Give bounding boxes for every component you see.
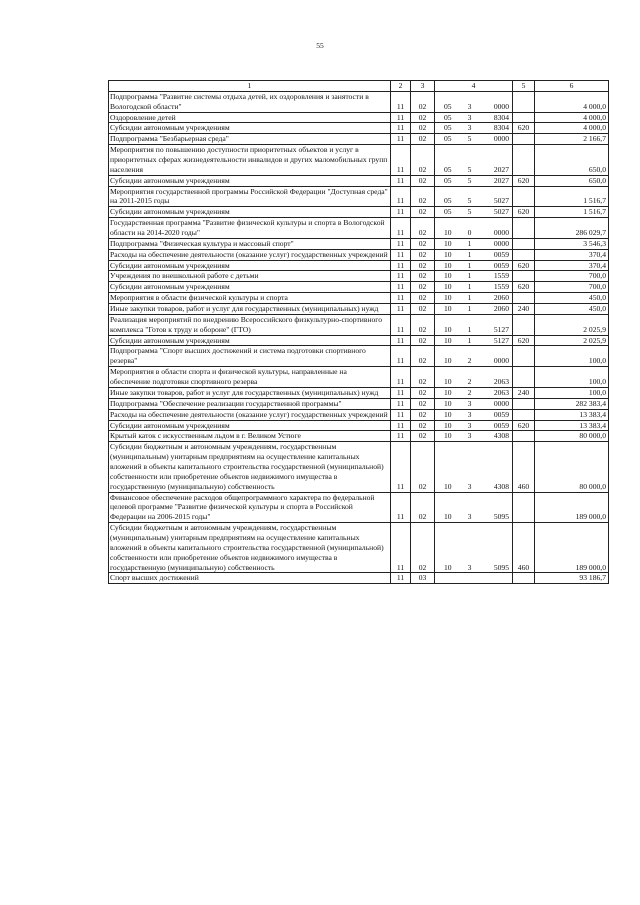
table-row: [109, 335, 609, 346]
row-expense-type-cell: [513, 573, 535, 584]
column-header: 4: [435, 81, 513, 92]
row-amount-cell: 2 025,9: [535, 314, 609, 335]
row-subsection-cell: 02: [411, 249, 435, 260]
row-expense-type-cell: 240: [513, 304, 535, 315]
row-expense-type-cell: [513, 398, 535, 409]
target-program-code: 10: [444, 431, 452, 441]
row-expense-type-cell: [513, 492, 535, 523]
row-amount-cell: 650,0: [535, 145, 609, 176]
row-subsection-cell: 02: [411, 335, 435, 346]
row-expense-type-cell: [513, 134, 535, 145]
target-direction-code: 8304: [493, 112, 509, 122]
row-target-article-cell: [435, 431, 513, 442]
row-name-cell: Субсидии автономным учреждениям: [109, 175, 391, 186]
row-name-cell: Мероприятия государственной программы Российской Федерации "Доступная среда" на 2011-2015 годы: [109, 186, 391, 207]
target-program-code: 10: [444, 282, 452, 292]
row-subsection-cell: 02: [411, 431, 435, 442]
row-target-article-cell: [435, 271, 513, 282]
target-program-code: 05: [444, 134, 452, 144]
row-subsection-cell: 02: [411, 367, 435, 388]
row-name-cell: Субсидии автономным учреждениям: [109, 123, 391, 134]
row-target-article-cell: [435, 260, 513, 271]
row-name-cell: Оздоровление детей: [109, 112, 391, 123]
target-direction-code: 5127: [493, 324, 509, 334]
row-amount-cell: 4 000,0: [535, 112, 609, 123]
row-code-cell: 11: [391, 346, 411, 367]
row-code-cell: 11: [391, 207, 411, 218]
row-code-cell: 11: [391, 573, 411, 584]
row-amount-cell: 1 516,7: [535, 207, 609, 218]
table-row: [109, 431, 609, 442]
target-direction-code: 0000: [493, 398, 509, 408]
row-expense-type-cell: 620: [513, 282, 535, 293]
table-row: [109, 207, 609, 218]
target-subprogram-code: 5: [467, 134, 472, 144]
column-header: 1: [109, 81, 391, 92]
table-row: [109, 304, 609, 315]
row-code-cell: 11: [391, 314, 411, 335]
row-amount-cell: 3 546,3: [535, 238, 609, 249]
row-amount-cell: 100,0: [535, 387, 609, 398]
row-subsection-cell: 02: [411, 186, 435, 207]
target-subprogram-code: 3: [467, 409, 472, 419]
row-subsection-cell: 02: [411, 238, 435, 249]
row-expense-type-cell: [513, 238, 535, 249]
row-code-cell: 11: [391, 112, 411, 123]
row-code-cell: 11: [391, 260, 411, 271]
target-program-code: 10: [444, 304, 452, 314]
row-subsection-cell: 02: [411, 304, 435, 315]
row-subsection-cell: 02: [411, 398, 435, 409]
row-target-article-cell: [435, 367, 513, 388]
row-amount-cell: 189 000,0: [535, 523, 609, 573]
row-target-article-cell: [435, 409, 513, 420]
target-subprogram-code: 3: [467, 101, 472, 111]
row-expense-type-cell: 620: [513, 260, 535, 271]
row-subsection-cell: 02: [411, 492, 435, 523]
target-subprogram-code: 3: [467, 420, 472, 430]
row-amount-cell: 2 166,7: [535, 134, 609, 145]
row-amount-cell: 80 000,0: [535, 431, 609, 442]
target-direction-code: 5027: [493, 196, 509, 206]
table-row: [109, 134, 609, 145]
target-direction-code: 0000: [493, 356, 509, 366]
row-code-cell: 11: [391, 431, 411, 442]
table-row: [109, 367, 609, 388]
target-program-code: 05: [444, 123, 452, 133]
row-expense-type-cell: 460: [513, 442, 535, 492]
row-target-article-cell: [435, 387, 513, 398]
target-program-code: 10: [444, 238, 452, 248]
target-subprogram-code: 1: [467, 324, 472, 334]
row-target-article-cell: [435, 112, 513, 123]
target-program-code: 10: [444, 335, 452, 345]
target-program-code: 10: [444, 260, 452, 270]
row-name-cell: Субсидии автономным учреждениям: [109, 420, 391, 431]
table-row: [109, 387, 609, 398]
target-program-code: 05: [444, 196, 452, 206]
row-subsection-cell: 02: [411, 260, 435, 271]
target-subprogram-code: 2: [467, 387, 472, 397]
row-code-cell: 11: [391, 492, 411, 523]
target-program-code: 10: [444, 324, 452, 334]
budget-table: [108, 80, 609, 584]
table-row: [109, 218, 609, 239]
row-code-cell: 11: [391, 387, 411, 398]
row-expense-type-cell: [513, 431, 535, 442]
table-body: [109, 91, 609, 583]
row-code-cell: 11: [391, 123, 411, 134]
row-target-article-cell: [435, 314, 513, 335]
target-subprogram-code: 0: [467, 228, 472, 238]
row-target-article-cell: [435, 145, 513, 176]
row-name-cell: Подпрограмма "Физическая культура и массовый спорт": [109, 238, 391, 249]
target-subprogram-code: 2: [467, 377, 472, 387]
target-program-code: 10: [444, 293, 452, 303]
target-subprogram-code: 2: [467, 356, 472, 366]
row-amount-cell: 286 029,7: [535, 218, 609, 239]
row-name-cell: Субсидии бюджетным и автономным учреждениям, государственным (муниципальным) унитарным предприятиям на осуществление капитальных вложений в объекты капитального строительства государственной (муниципальной) собственности или приобретение объектов недвижимого имущества в государственную (муниципальную) собственность: [109, 523, 391, 573]
table-row: [109, 523, 609, 573]
row-target-article-cell: [435, 218, 513, 239]
row-subsection-cell: 02: [411, 387, 435, 398]
target-subprogram-code: 1: [467, 260, 472, 270]
row-code-cell: 11: [391, 218, 411, 239]
target-direction-code: 5095: [493, 512, 509, 522]
target-program-code: 10: [444, 409, 452, 419]
row-expense-type-cell: [513, 112, 535, 123]
row-amount-cell: 1 516,7: [535, 186, 609, 207]
row-expense-type-cell: 240: [513, 387, 535, 398]
target-direction-code: 2027: [493, 175, 509, 185]
row-subsection-cell: 02: [411, 145, 435, 176]
table-row: [109, 492, 609, 523]
page-number: 55: [316, 41, 324, 50]
row-target-article-cell: [435, 293, 513, 304]
table-row: [109, 238, 609, 249]
row-name-cell: Учреждения по внешкольной работе с детьми: [109, 271, 391, 282]
row-subsection-cell: 02: [411, 409, 435, 420]
row-code-cell: 11: [391, 186, 411, 207]
target-direction-code: 0000: [493, 238, 509, 248]
row-amount-cell: 100,0: [535, 346, 609, 367]
target-subprogram-code: 1: [467, 238, 472, 248]
target-direction-code: 2063: [493, 387, 509, 397]
target-direction-code: 2060: [493, 304, 509, 314]
target-subprogram-code: 3: [467, 112, 472, 122]
table-header-row: [109, 81, 609, 92]
target-program-code: 10: [444, 271, 452, 281]
row-amount-cell: 4 000,0: [535, 123, 609, 134]
target-subprogram-code: 1: [467, 335, 472, 345]
table-row: [109, 420, 609, 431]
target-direction-code: 2060: [493, 293, 509, 303]
table-row: [109, 123, 609, 134]
row-target-article-cell: [435, 238, 513, 249]
row-target-article-cell: [435, 492, 513, 523]
table-row: [109, 175, 609, 186]
target-direction-code: 8304: [493, 123, 509, 133]
row-subsection-cell: 02: [411, 175, 435, 186]
target-program-code: 10: [444, 481, 452, 491]
column-header: 6: [535, 81, 609, 92]
row-name-cell: Субсидии автономным учреждениям: [109, 335, 391, 346]
row-amount-cell: 2 025,9: [535, 335, 609, 346]
row-amount-cell: 100,0: [535, 367, 609, 388]
row-code-cell: 11: [391, 271, 411, 282]
table-row: [109, 314, 609, 335]
row-subsection-cell: 02: [411, 314, 435, 335]
target-subprogram-code: 3: [467, 431, 472, 441]
row-target-article-cell: [435, 442, 513, 492]
row-target-article-cell: [435, 175, 513, 186]
target-subprogram-code: 1: [467, 293, 472, 303]
row-amount-cell: 700,0: [535, 271, 609, 282]
row-subsection-cell: 02: [411, 293, 435, 304]
target-program-code: 05: [444, 164, 452, 174]
row-amount-cell: 13 383,4: [535, 409, 609, 420]
target-program-code: 10: [444, 249, 452, 259]
row-amount-cell: 370,4: [535, 249, 609, 260]
row-subsection-cell: 02: [411, 123, 435, 134]
table-row: [109, 186, 609, 207]
row-name-cell: Мероприятия в области спорта и физической культуры, направленные на обеспечение подготовки спортивного резерва: [109, 367, 391, 388]
row-subsection-cell: 02: [411, 523, 435, 573]
row-name-cell: Подпрограмма "Развитие системы отдыха детей, их оздоровления и занятости в Вологодской области": [109, 91, 391, 112]
target-subprogram-code: 1: [467, 271, 472, 281]
row-code-cell: 11: [391, 367, 411, 388]
row-code-cell: 11: [391, 145, 411, 176]
row-target-article-cell: [435, 523, 513, 573]
target-subprogram-code: 5: [467, 207, 472, 217]
row-code-cell: 11: [391, 420, 411, 431]
row-code-cell: 11: [391, 304, 411, 315]
row-target-article-cell: [435, 249, 513, 260]
row-amount-cell: 4 000,0: [535, 91, 609, 112]
row-code-cell: 11: [391, 398, 411, 409]
row-subsection-cell: 02: [411, 420, 435, 431]
row-subsection-cell: 02: [411, 442, 435, 492]
row-expense-type-cell: [513, 91, 535, 112]
row-subsection-cell: 02: [411, 91, 435, 112]
target-subprogram-code: 3: [467, 562, 472, 572]
row-expense-type-cell: [513, 186, 535, 207]
row-code-cell: 11: [391, 442, 411, 492]
row-amount-cell: 650,0: [535, 175, 609, 186]
row-name-cell: Крытый каток с искусственным льдом в г. Великом Устюге: [109, 431, 391, 442]
row-expense-type-cell: 460: [513, 523, 535, 573]
target-direction-code: 0059: [493, 249, 509, 259]
row-name-cell: Реализация мероприятий по внедрению Всероссийского физкультурно-спортивного комплекса "Готов к труду и обороне" (ГТО): [109, 314, 391, 335]
target-subprogram-code: 1: [467, 249, 472, 259]
row-name-cell: Расходы на обеспечение деятельности (оказание услуг) государственных учреждений: [109, 409, 391, 420]
row-subsection-cell: 02: [411, 282, 435, 293]
row-amount-cell: 450,0: [535, 304, 609, 315]
row-amount-cell: 93 186,7: [535, 573, 609, 584]
table-row: [109, 282, 609, 293]
row-code-cell: 11: [391, 335, 411, 346]
target-direction-code: 2063: [493, 377, 509, 387]
row-code-cell: 11: [391, 409, 411, 420]
row-name-cell: Субсидии автономным учреждениям: [109, 282, 391, 293]
row-target-article-cell: [435, 134, 513, 145]
target-direction-code: 1559: [493, 282, 509, 292]
row-subsection-cell: 02: [411, 271, 435, 282]
row-expense-type-cell: [513, 293, 535, 304]
target-direction-code: 0059: [493, 420, 509, 430]
table-row: [109, 398, 609, 409]
row-amount-cell: 450,0: [535, 293, 609, 304]
row-name-cell: Субсидии автономным учреждениям: [109, 260, 391, 271]
row-code-cell: 11: [391, 91, 411, 112]
row-name-cell: Расходы на обеспечение деятельности (оказание услуг) государственных учреждений: [109, 249, 391, 260]
row-target-article-cell: [435, 123, 513, 134]
row-name-cell: Субсидии автономным учреждениям: [109, 207, 391, 218]
row-expense-type-cell: [513, 346, 535, 367]
target-program-code: 05: [444, 101, 452, 111]
row-expense-type-cell: 620: [513, 420, 535, 431]
row-expense-type-cell: 620: [513, 123, 535, 134]
target-subprogram-code: 3: [467, 481, 472, 491]
row-expense-type-cell: [513, 314, 535, 335]
target-program-code: 10: [444, 562, 452, 572]
target-direction-code: 5095: [493, 562, 509, 572]
target-direction-code: 5027: [493, 207, 509, 217]
table-row: [109, 293, 609, 304]
target-direction-code: 0000: [493, 228, 509, 238]
row-name-cell: Спорт высших достижений: [109, 573, 391, 584]
row-target-article-cell: [435, 304, 513, 315]
row-code-cell: 11: [391, 282, 411, 293]
row-code-cell: 11: [391, 175, 411, 186]
target-program-code: 10: [444, 387, 452, 397]
row-amount-cell: 80 000,0: [535, 442, 609, 492]
target-program-code: 10: [444, 228, 452, 238]
table-row: [109, 112, 609, 123]
row-name-cell: Мероприятия по повышению доступности приоритетных объектов и услуг в приоритетных сферах жизнедеятельности инвалидов и других маломобильных групп населения: [109, 145, 391, 176]
target-program-code: 10: [444, 356, 452, 366]
target-direction-code: 2027: [493, 164, 509, 174]
target-subprogram-code: 5: [467, 164, 472, 174]
row-subsection-cell: 03: [411, 573, 435, 584]
column-header: 5: [513, 81, 535, 92]
target-program-code: 05: [444, 175, 452, 185]
row-target-article-cell: [435, 186, 513, 207]
target-direction-code: 5127: [493, 335, 509, 345]
row-amount-cell: 700,0: [535, 282, 609, 293]
row-target-article-cell: [435, 346, 513, 367]
column-header: 3: [411, 81, 435, 92]
row-target-article-cell: [435, 282, 513, 293]
table-row: [109, 145, 609, 176]
row-target-article-cell: [435, 420, 513, 431]
row-expense-type-cell: [513, 409, 535, 420]
table-row: [109, 442, 609, 492]
row-expense-type-cell: [513, 271, 535, 282]
row-subsection-cell: 02: [411, 207, 435, 218]
row-subsection-cell: 02: [411, 134, 435, 145]
table-row: [109, 346, 609, 367]
column-header: 2: [391, 81, 411, 92]
row-name-cell: Финансовое обеспечение расходов общепрограммного характера по федеральной целевой программе "Развитие физической культуры и спорта в Российской Федерации на 2006-2015 годы": [109, 492, 391, 523]
row-code-cell: 11: [391, 293, 411, 304]
target-subprogram-code: 1: [467, 304, 472, 314]
row-expense-type-cell: [513, 249, 535, 260]
target-subprogram-code: 3: [467, 512, 472, 522]
target-direction-code: 0059: [493, 260, 509, 270]
row-subsection-cell: 02: [411, 218, 435, 239]
target-program-code: 10: [444, 512, 452, 522]
row-amount-cell: 370,4: [535, 260, 609, 271]
row-code-cell: 11: [391, 523, 411, 573]
row-expense-type-cell: [513, 218, 535, 239]
target-direction-code: 0000: [493, 134, 509, 144]
target-subprogram-code: 3: [467, 398, 472, 408]
table-row: [109, 271, 609, 282]
target-program-code: 10: [444, 420, 452, 430]
target-program-code: 05: [444, 207, 452, 217]
row-name-cell: Иные закупки товаров, работ и услуг для государственных (муниципальных) нужд: [109, 387, 391, 398]
row-expense-type-cell: [513, 145, 535, 176]
target-subprogram-code: 3: [467, 123, 472, 133]
target-program-code: 10: [444, 377, 452, 387]
row-expense-type-cell: [513, 367, 535, 388]
row-amount-cell: 189 000,0: [535, 492, 609, 523]
row-name-cell: Субсидии бюджетным и автономным учреждениям, государственным (муниципальным) унитарным предприятиям на осуществление капитальных вложений в объекты капитального строительства государственной (муниципальной) собственности или приобретение объектов недвижимого имущества в государственную (муниципальную) собственность: [109, 442, 391, 492]
table-row: [109, 573, 609, 584]
table-row: [109, 91, 609, 112]
row-target-article-cell: [435, 398, 513, 409]
row-name-cell: Подпрограмма "Спорт высших достижений и система подготовки спортивного резерва": [109, 346, 391, 367]
row-target-article-cell: [435, 573, 513, 584]
table-row: [109, 249, 609, 260]
row-name-cell: Подпрограмма "Обеспечение реализации государственной программы": [109, 398, 391, 409]
table-row: [109, 260, 609, 271]
target-direction-code: 4308: [493, 481, 509, 491]
row-target-article-cell: [435, 207, 513, 218]
target-subprogram-code: 5: [467, 196, 472, 206]
target-direction-code: 4308: [493, 431, 509, 441]
row-name-cell: Государственная программа "Развитие физической культуры и спорта в Вологодской области на 2014-2020 годы": [109, 218, 391, 239]
row-code-cell: 11: [391, 238, 411, 249]
row-expense-type-cell: 620: [513, 175, 535, 186]
row-code-cell: 11: [391, 134, 411, 145]
target-direction-code: 0000: [493, 101, 509, 111]
target-program-code: 05: [444, 112, 452, 122]
row-subsection-cell: 02: [411, 346, 435, 367]
row-name-cell: Иные закупки товаров, работ и услуг для государственных (муниципальных) нужд: [109, 304, 391, 315]
target-subprogram-code: 5: [467, 175, 472, 185]
row-amount-cell: 282 383,4: [535, 398, 609, 409]
row-subsection-cell: 02: [411, 112, 435, 123]
target-direction-code: 1559: [493, 271, 509, 281]
row-name-cell: Подпрограмма "Безбарьерная среда": [109, 134, 391, 145]
table-row: [109, 409, 609, 420]
row-amount-cell: 13 383,4: [535, 420, 609, 431]
target-subprogram-code: 1: [467, 282, 472, 292]
target-direction-code: 0059: [493, 409, 509, 419]
row-expense-type-cell: 620: [513, 207, 535, 218]
row-name-cell: Мероприятия в области физической культуры и спорта: [109, 293, 391, 304]
row-code-cell: 11: [391, 249, 411, 260]
row-target-article-cell: [435, 335, 513, 346]
row-expense-type-cell: 620: [513, 335, 535, 346]
target-program-code: 10: [444, 398, 452, 408]
row-target-article-cell: [435, 91, 513, 112]
